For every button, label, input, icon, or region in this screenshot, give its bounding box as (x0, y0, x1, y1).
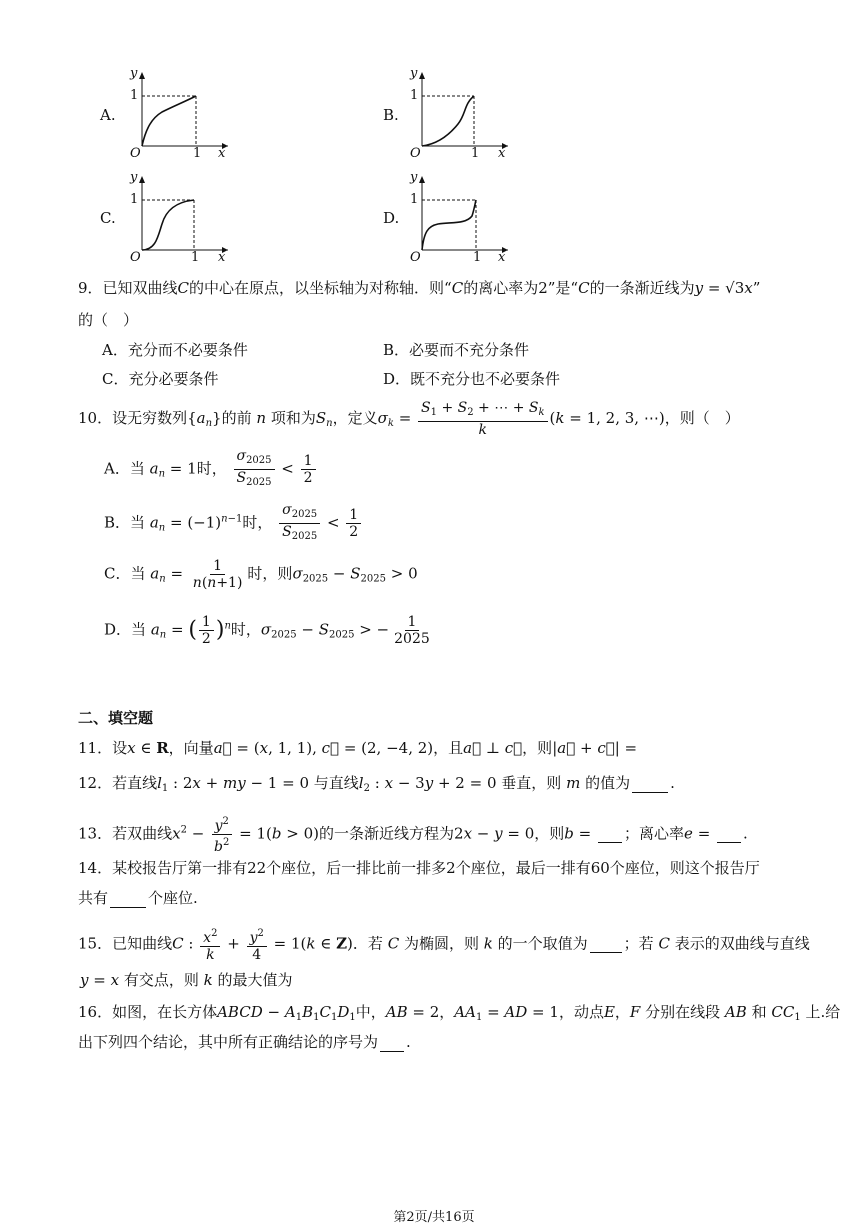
q12-text: 垂直，则 (501, 774, 562, 792)
q10-when: 时， (242, 513, 273, 532)
x-axis-label: x (498, 250, 506, 265)
x-one-tick: 1 (193, 146, 202, 161)
q16-text: ， (614, 1003, 630, 1021)
option-b-label: B. (383, 106, 399, 124)
q16-text: 和 (751, 1003, 767, 1021)
q15-text: ．若 (352, 934, 383, 953)
q9-option-c[interactable]: C．充分必要条件 (102, 370, 219, 388)
x-axis-label: x (218, 146, 226, 161)
q9-text: 的离心率为2”是“ (463, 279, 579, 297)
y-axis-label: y (410, 66, 418, 81)
q16-text: ，动点 (558, 1003, 604, 1021)
question-15-line2: y = x 有交点，则 k 的最大值为 (80, 971, 293, 989)
q12-text: 的值为 (585, 774, 631, 792)
x-axis-label: x (498, 146, 506, 161)
question-16-line2: 出下列四个结论，其中所有正确结论的序号为 . (78, 1033, 411, 1051)
q10-text: ，定义 (332, 409, 378, 427)
q10-text: 10．设无穷数列 (78, 409, 188, 427)
q11-text: ，且 (433, 739, 464, 757)
q9-text: 的中心在原点，以坐标轴为对称轴．则“ (189, 279, 452, 297)
origin-label: O (130, 250, 141, 265)
q15-text: ；若 (623, 934, 654, 953)
q16-text: 16．如图，在长方体 (78, 1003, 218, 1021)
answer-blank[interactable] (380, 1035, 404, 1052)
q9-option-b[interactable]: B．必要而不充分条件 (383, 341, 530, 359)
y-axis-label: y (410, 170, 418, 185)
question-11: 11．设x ∈ R，向量a⃗ = (x, 1, 1), c⃗ = (2, −4, 2)，且a⃗ ⊥ c⃗，则|a⃗ + c⃗| = (78, 739, 638, 757)
answer-blank[interactable] (590, 936, 622, 953)
graph-a (122, 68, 232, 164)
q10-when: 时， (196, 459, 227, 478)
answer-blank[interactable] (110, 891, 146, 908)
x-one-tick: 1 (191, 250, 200, 265)
y-one-tick: 1 (410, 192, 419, 207)
answer-blank[interactable] (632, 776, 668, 793)
q11-text: 11．设 (78, 739, 128, 757)
question-15: 15．已知曲线C : $\frac{x^2}{k}$ + $\frac{y^2}{4}$ = 1(k ∈ Z)．若 C 为椭圆，则 k 的一个取值为 ；若 C 表示的双曲线与直线 (78, 928, 810, 963)
q9-text: 9．已知双曲线 (78, 279, 178, 297)
q10-text: 项和为 (270, 409, 316, 427)
q10-option-c[interactable]: C．当 $a_n$ = $\frac{1}{n(n+1)}$ 时，则$\sigma_{2025} - S_{2025} > 0$ (104, 558, 418, 591)
q15-text: 表示的双曲线与直线 (674, 934, 810, 953)
graph-d (402, 172, 512, 268)
q12-text: 12．若直线 (78, 774, 158, 792)
q10-text: ，则（ ） (664, 409, 740, 427)
q16-text: 出下列四个结论，其中所有正确结论的序号为 (78, 1033, 379, 1051)
question-10-stem: 10．设无穷数列$\{a_n\}$的前 n 项和为$S_n$，定义$\sigma_k$ = $\frac{S_1 + S_2 + \cdots + S_k}{k}$ (k = 1, 2, 3, ⋯)，则（ ） (78, 400, 740, 438)
question-9-stem-line2: 的（ ） (78, 311, 139, 329)
q10-option-b[interactable]: B．当 $a_n = (-1)^{n-1}$时， $\frac{\sigma_{2025}}{S_{2025}}$ < $\frac{1}{2}$ (104, 502, 363, 545)
q10-option-d[interactable]: D．当 $a_n$ = ( $\frac{1}{2}$ )$^n$时，$\sigma_{2025} - S_{2025}$ > − $\frac{1}{2025}$ (104, 614, 430, 647)
q13-text: 的一条渐近线方程为 (319, 824, 455, 843)
option-d-label: D. (383, 209, 400, 227)
answer-blank[interactable] (717, 826, 741, 843)
q10-opt-label: D．当 (104, 620, 147, 639)
q9-text: 的一条渐近线为 (589, 279, 695, 297)
q15-text: 15．已知曲线 (78, 934, 173, 953)
page-footer: 第2页/共16页 (393, 1210, 475, 1225)
y-one-tick: 1 (130, 192, 139, 207)
section-heading: 二、填空题 (78, 709, 154, 727)
q9-option-a[interactable]: A．充分而不必要条件 (102, 341, 248, 359)
q15-text: 的一个取值为 (497, 934, 588, 953)
q14-text: 个座位. (148, 889, 198, 907)
q15-text: 的最大值为 (217, 971, 293, 989)
answer-blank[interactable] (598, 826, 622, 843)
q10-opt-label: C．当 (104, 564, 146, 583)
q10-opt-label: B．当 (104, 513, 146, 532)
q16-text: 分别在线段 (645, 1003, 721, 1021)
graph-c (122, 172, 232, 268)
option-a-label: A. (100, 106, 116, 124)
y-one-tick: 1 (410, 88, 419, 103)
question-14-line2 (78, 888, 198, 908)
origin-label: O (130, 146, 141, 161)
question-9-stem: 9．已知双曲线C的中心在原点，以坐标轴为对称轴．则“C的离心率为2”是“C的一条渐近线为y = √3x” (78, 279, 761, 297)
y-axis-label: y (130, 66, 138, 81)
origin-label: O (410, 250, 421, 265)
y-one-tick: 1 (130, 88, 139, 103)
q16-text: 中， (355, 1003, 386, 1021)
q14-text: 共有 (78, 889, 109, 907)
q10-text: 的前 (221, 409, 252, 427)
question-16: 16．如图，在长方体ABCD − $A_1B_1C_1D_1$中，AB = 2，$AA_1$ = AD = 1，动点E，F 分别在线段 AB 和 $CC_1$ 上.给 (78, 1003, 841, 1023)
q12-text: 与直线 (313, 774, 359, 792)
x-one-tick: 1 (473, 250, 482, 265)
y-axis-label: y (130, 170, 138, 185)
q16-text: 上.给 (805, 1003, 841, 1021)
question-13: 13．若双曲线$x^2$ − $\frac{y^2}{b^2}$ = 1(b > 0)的一条渐近线方程为2x − y = 0，则b = ；离心率e = . (78, 816, 748, 855)
q15-text: 为椭圆，则 (403, 934, 479, 953)
origin-label: O (410, 146, 421, 161)
q11-text: ，向量 (168, 739, 214, 757)
q9-option-d[interactable]: D．既不充分也不必要条件 (383, 370, 561, 388)
q10-when: 时， (230, 620, 261, 639)
question-12: 12．若直线$l_1$ : 2x + my − 1 = 0 与直线$l_2$ : x − 3y + 2 = 0 垂直，则 m 的值为 . (78, 774, 675, 794)
x-one-tick: 1 (471, 146, 480, 161)
x-axis-label: x (218, 250, 226, 265)
q10-then: 时，则 (247, 564, 293, 583)
q10-opt-label: A．当 (104, 459, 145, 478)
q13-text: ；离心率 (624, 824, 685, 843)
q13-text: 13．若双曲线 (78, 824, 173, 843)
q10-option-a[interactable]: A．当 $a_n = 1$时， $\frac{\sigma_{2025}}{S_{2025}}$ < $\frac{1}{2}$ (104, 448, 318, 491)
question-14: 14．某校报告厅第一排有22个座位，后一排比前一排多2个座位，最后一排有60个座位，则这个报告厅 (78, 859, 760, 877)
q11-text: ，则 (522, 739, 553, 757)
q9-text: ” (752, 279, 761, 297)
graph-b (402, 68, 512, 164)
q13-text: ，则 (534, 824, 565, 843)
q15-text: 有交点，则 (123, 971, 199, 989)
option-c-label: C. (100, 209, 116, 227)
